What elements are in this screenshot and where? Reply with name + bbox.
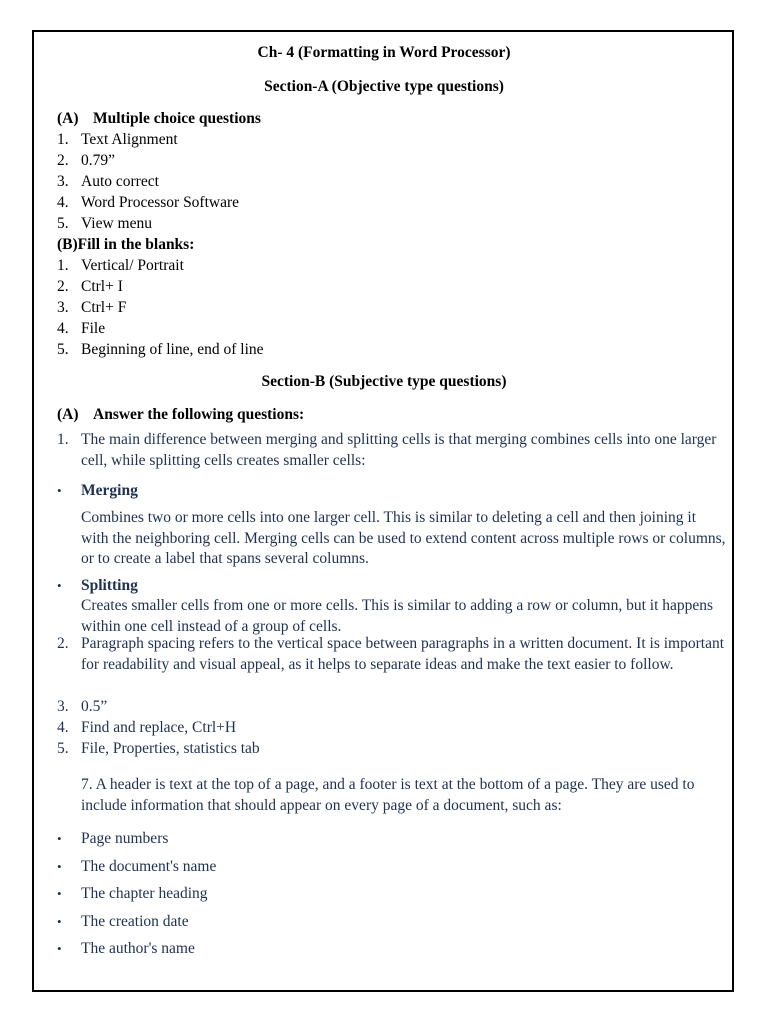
merging-title: Merging [81,482,138,499]
mcq-answer-4: Word Processor Software [81,194,240,211]
bullet-4: • [57,914,62,929]
fill-number-2: 2. [57,278,69,295]
answer-5-text: File, Properties, statistics tab [81,740,260,757]
answer-1-text: The main difference between merging and splitting cells is that merging combines cells into one larger cell, while splitting cells creates smaller cells: [81,431,717,469]
mcq-number-3: 3. [57,173,69,190]
bullet-3: • [57,886,62,901]
mcq-answer-1: Text Alignment [81,131,178,148]
mcq-answer-2: 0.79” [81,152,116,169]
bullet-splitting: • [57,578,62,593]
mcq-label: (A) [57,110,79,127]
answer-number-1: 1. [57,431,69,448]
answer-4-text: Find and replace, Ctrl+H [81,719,237,736]
mcq-number-4: 4. [57,194,69,211]
fill-number-4: 4. [57,320,69,337]
answer-number-4: 4. [57,719,69,736]
mcq-number-5: 5. [57,215,69,232]
fill-number-5: 5. [57,341,69,358]
fill-number-1: 1. [57,257,69,274]
mcq-heading: Multiple choice questions [93,110,261,127]
fill-heading: (B)Fill in the blanks: [57,236,195,253]
section-a-heading: Section-A (Objective type questions) [264,78,504,95]
answer-number-3: 3. [57,698,69,715]
header-footer-item-5: The author's name [81,940,195,957]
bullet-1: • [57,831,62,846]
fill-answer-2: Ctrl+ I [81,278,123,295]
answer-3-text: 0.5” [81,698,108,715]
answer-number-5: 5. [57,740,69,757]
fill-number-3: 3. [57,299,69,316]
mcq-answer-3: Auto correct [81,173,159,190]
splitting-title: Splitting [81,577,138,594]
merging-text: Combines two or more cells into one larger cell. This is similar to deleting a cell and then joining it with the neighboring cell. Merging cells can be used to extend content across multiple rows or columns, or to create a label that spans several columns. [81,509,726,567]
mcq-number-1: 1. [57,131,69,148]
section-b-heading: Section-B (Subjective type questions) [261,373,507,390]
answer-heading: Answer the following questions: [93,406,305,423]
bullet-merging: • [57,483,62,498]
splitting-text: Creates smaller cells from one or more cells. This is similar to adding a row or column, but it happens within one cell instead of a group of cells. [81,597,714,635]
header-footer-item-2: The document's name [81,858,217,875]
header-footer-item-1: Page numbers [81,830,169,847]
fill-answer-5: Beginning of line, end of line [81,341,264,358]
mcq-number-2: 2. [57,152,69,169]
fill-answer-4: File [81,320,106,337]
fill-answer-3: Ctrl+ F [81,299,127,316]
bullet-5: • [57,941,62,956]
answer-number-2: 2. [57,635,69,652]
mcq-answer-5: View menu [81,215,152,232]
answer-2-text: Paragraph spacing refers to the vertical space between paragraphs in a written document. It is important for readability and visual appeal, as it helps to separate ideas and make the text easier to follow. [81,635,725,673]
chapter-title: Ch- 4 (Formatting in Word Processor) [257,44,511,61]
bullet-2: • [57,859,62,874]
fill-answer-1: Vertical/ Portrait [81,257,184,274]
header-footer-item-4: The creation date [81,913,189,930]
header-footer-item-3: The chapter heading [81,885,208,902]
answer-label: (A) [57,406,79,423]
answer-7-text: 7. A header is text at the top of a page, and a footer is text at the bottom of a page. They are used to include information that should appear on every page of a document, such as: [81,776,695,814]
